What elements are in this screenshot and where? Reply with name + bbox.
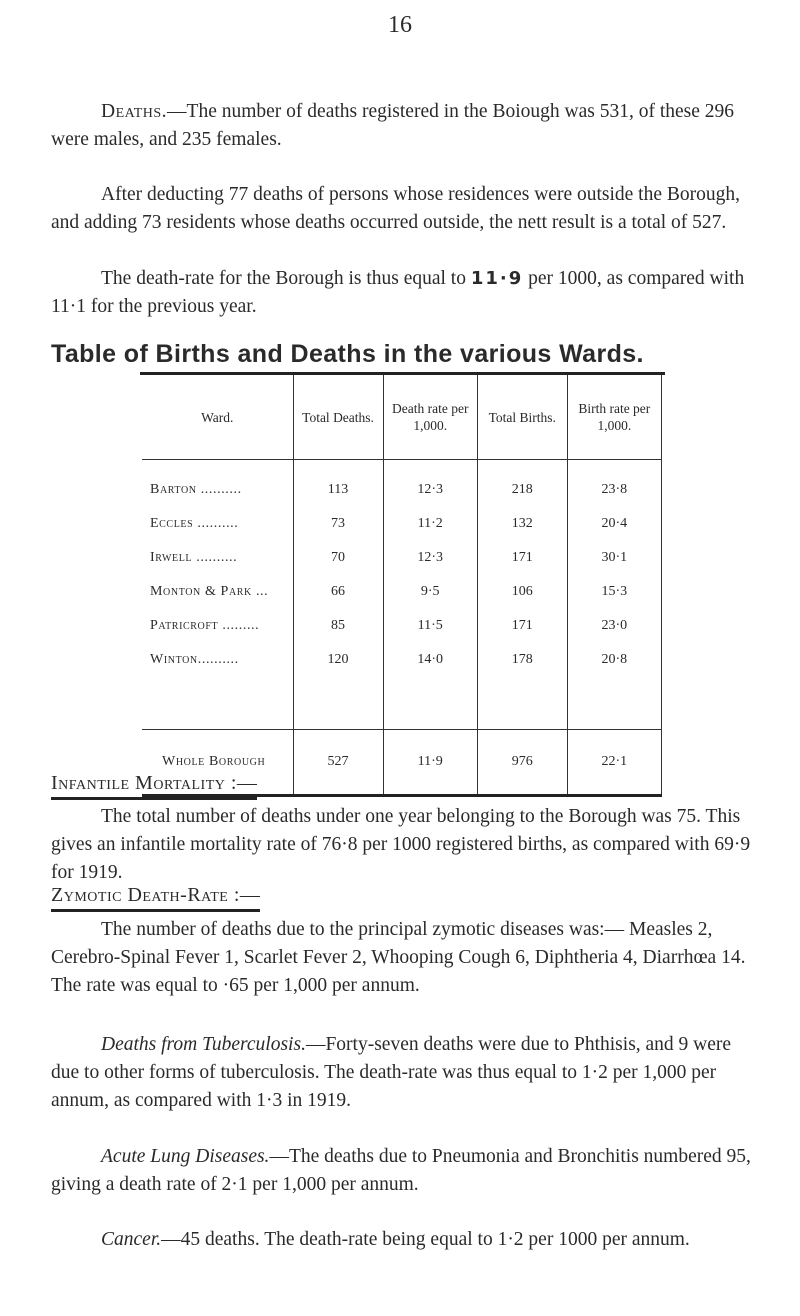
- table-row: [142, 541, 662, 575]
- wards-table: [142, 375, 662, 797]
- lung-text: —The deaths due to Pneumonia and Bronchitis numbered 95, giving a death rate of 2·1 per 1,000 per annum.: [51, 1146, 751, 1195]
- infantile-heading: Infantile Mortality :—: [51, 772, 257, 800]
- total-birth-rate: 22·1: [567, 730, 661, 796]
- ward-birth-rate: 20·8: [567, 643, 661, 677]
- tuberculosis-lead: Deaths from Tuberculosis.: [101, 1034, 306, 1055]
- table-spacer-row: [142, 677, 662, 730]
- ward-deaths: 113: [293, 460, 383, 508]
- table-title: Table of Births and Deaths in the various Wards.: [51, 340, 644, 368]
- ward-name: Patricroft .........: [150, 618, 260, 633]
- ward-death-rate: 12·3: [383, 460, 477, 508]
- header-ward: Ward.: [142, 375, 293, 460]
- ward-birth-rate: 20·4: [567, 507, 661, 541]
- death-rate-before: The death-rate for the Borough is thus equal to: [101, 268, 471, 289]
- total-death-rate: 11·9: [383, 730, 477, 796]
- ward-death-rate: 11·5: [383, 609, 477, 643]
- total-ward-name: Whole Borough: [142, 730, 293, 796]
- table-row: [142, 460, 662, 508]
- ward-births: 171: [477, 541, 567, 575]
- table-row: [142, 609, 662, 643]
- table-header-row: [142, 375, 662, 460]
- death-rate-after: per 1000, as compared with 11·1 for the previous year.: [51, 268, 745, 317]
- infantile-paragraph: The total number of deaths under one year belonging to the Borough was 75. This gives an infantile mortality rate of 76·8 per 1000 registered births, as compared with 69·9 for 1919.: [51, 806, 751, 883]
- header-total-births: Total Births.: [477, 375, 567, 460]
- tuberculosis-text: —Forty-seven deaths were due to Phthisis, and 9 were due to other forms of tuberculosis. The death-rate was thus equal to 1·2 per 1,000 per annum, as compared with 1·3 in 1919.: [51, 1034, 732, 1111]
- deaths-paragraph: [51, 98, 751, 154]
- death-rate-value: 11·9: [470, 268, 524, 289]
- ward-name: Irwell ..........: [150, 550, 238, 565]
- deducting-paragraph: After deducting 77 deaths of persons whose residences were outside the Borough, and adding 73 residents whose deaths occurred outside, the nett result is a total of 527.: [51, 184, 740, 233]
- ward-births: 178: [477, 643, 567, 677]
- ward-birth-rate: 23·0: [567, 609, 661, 643]
- header-birth-rate: Birth rate per 1,000.: [567, 375, 661, 460]
- page-number: 16: [388, 12, 412, 38]
- header-total-deaths: Total Deaths.: [293, 375, 383, 460]
- cancer-lead: Cancer.: [101, 1229, 162, 1250]
- table-row: [142, 507, 662, 541]
- table-row: [142, 643, 662, 677]
- ward-death-rate: 12·3: [383, 541, 477, 575]
- ward-name: Winton..........: [150, 652, 239, 667]
- death-rate-paragraph: [51, 265, 751, 321]
- lung-lead: Acute Lung Diseases.: [101, 1146, 270, 1167]
- zymotic-paragraph: The number of deaths due to the principal zymotic diseases was:— Measles 2, Cerebro-Spinal Fever 1, Scarlet Fever 2, Whooping Cough 6, Diphtheria 4, Diarrhœa 14. The rate was equal to ·65 per 1,000 per annum.: [51, 919, 746, 996]
- ward-death-rate: 14·0: [383, 643, 477, 677]
- ward-births: 132: [477, 507, 567, 541]
- ward-death-rate: 11·2: [383, 507, 477, 541]
- ward-name: Monton & Park ...: [150, 584, 269, 599]
- ward-birth-rate: 23·8: [567, 460, 661, 508]
- ward-deaths: 85: [293, 609, 383, 643]
- header-death-rate: Death rate per 1,000.: [383, 375, 477, 460]
- lung-paragraph: [51, 1143, 751, 1199]
- ward-deaths: 120: [293, 643, 383, 677]
- ward-death-rate: 9·5: [383, 575, 477, 609]
- deaths-lead: Deaths.: [101, 101, 168, 122]
- ward-name: Eccles ..........: [150, 516, 239, 531]
- ward-name: Barton ..........: [150, 482, 242, 497]
- ward-births: 218: [477, 460, 567, 508]
- ward-birth-rate: 15·3: [567, 575, 661, 609]
- cancer-text: —45 deaths. The death-rate being equal to 1·2 per 1000 per annum.: [161, 1229, 690, 1250]
- ward-birth-rate: 30·1: [567, 541, 661, 575]
- deaths-text: —The number of deaths registered in the Boiough was 531, of these 296 were males, and 235 females.: [51, 101, 735, 150]
- ward-births: 171: [477, 609, 567, 643]
- ward-births: 106: [477, 575, 567, 609]
- ward-deaths: 66: [293, 575, 383, 609]
- total-births: 976: [477, 730, 567, 796]
- zymotic-heading: Zymotic Death-Rate :—: [51, 884, 260, 912]
- cancer-paragraph: [51, 1226, 751, 1254]
- table-row: [142, 575, 662, 609]
- ward-deaths: 70: [293, 541, 383, 575]
- tuberculosis-paragraph: [51, 1031, 751, 1115]
- total-deaths: 527: [293, 730, 383, 796]
- ward-deaths: 73: [293, 507, 383, 541]
